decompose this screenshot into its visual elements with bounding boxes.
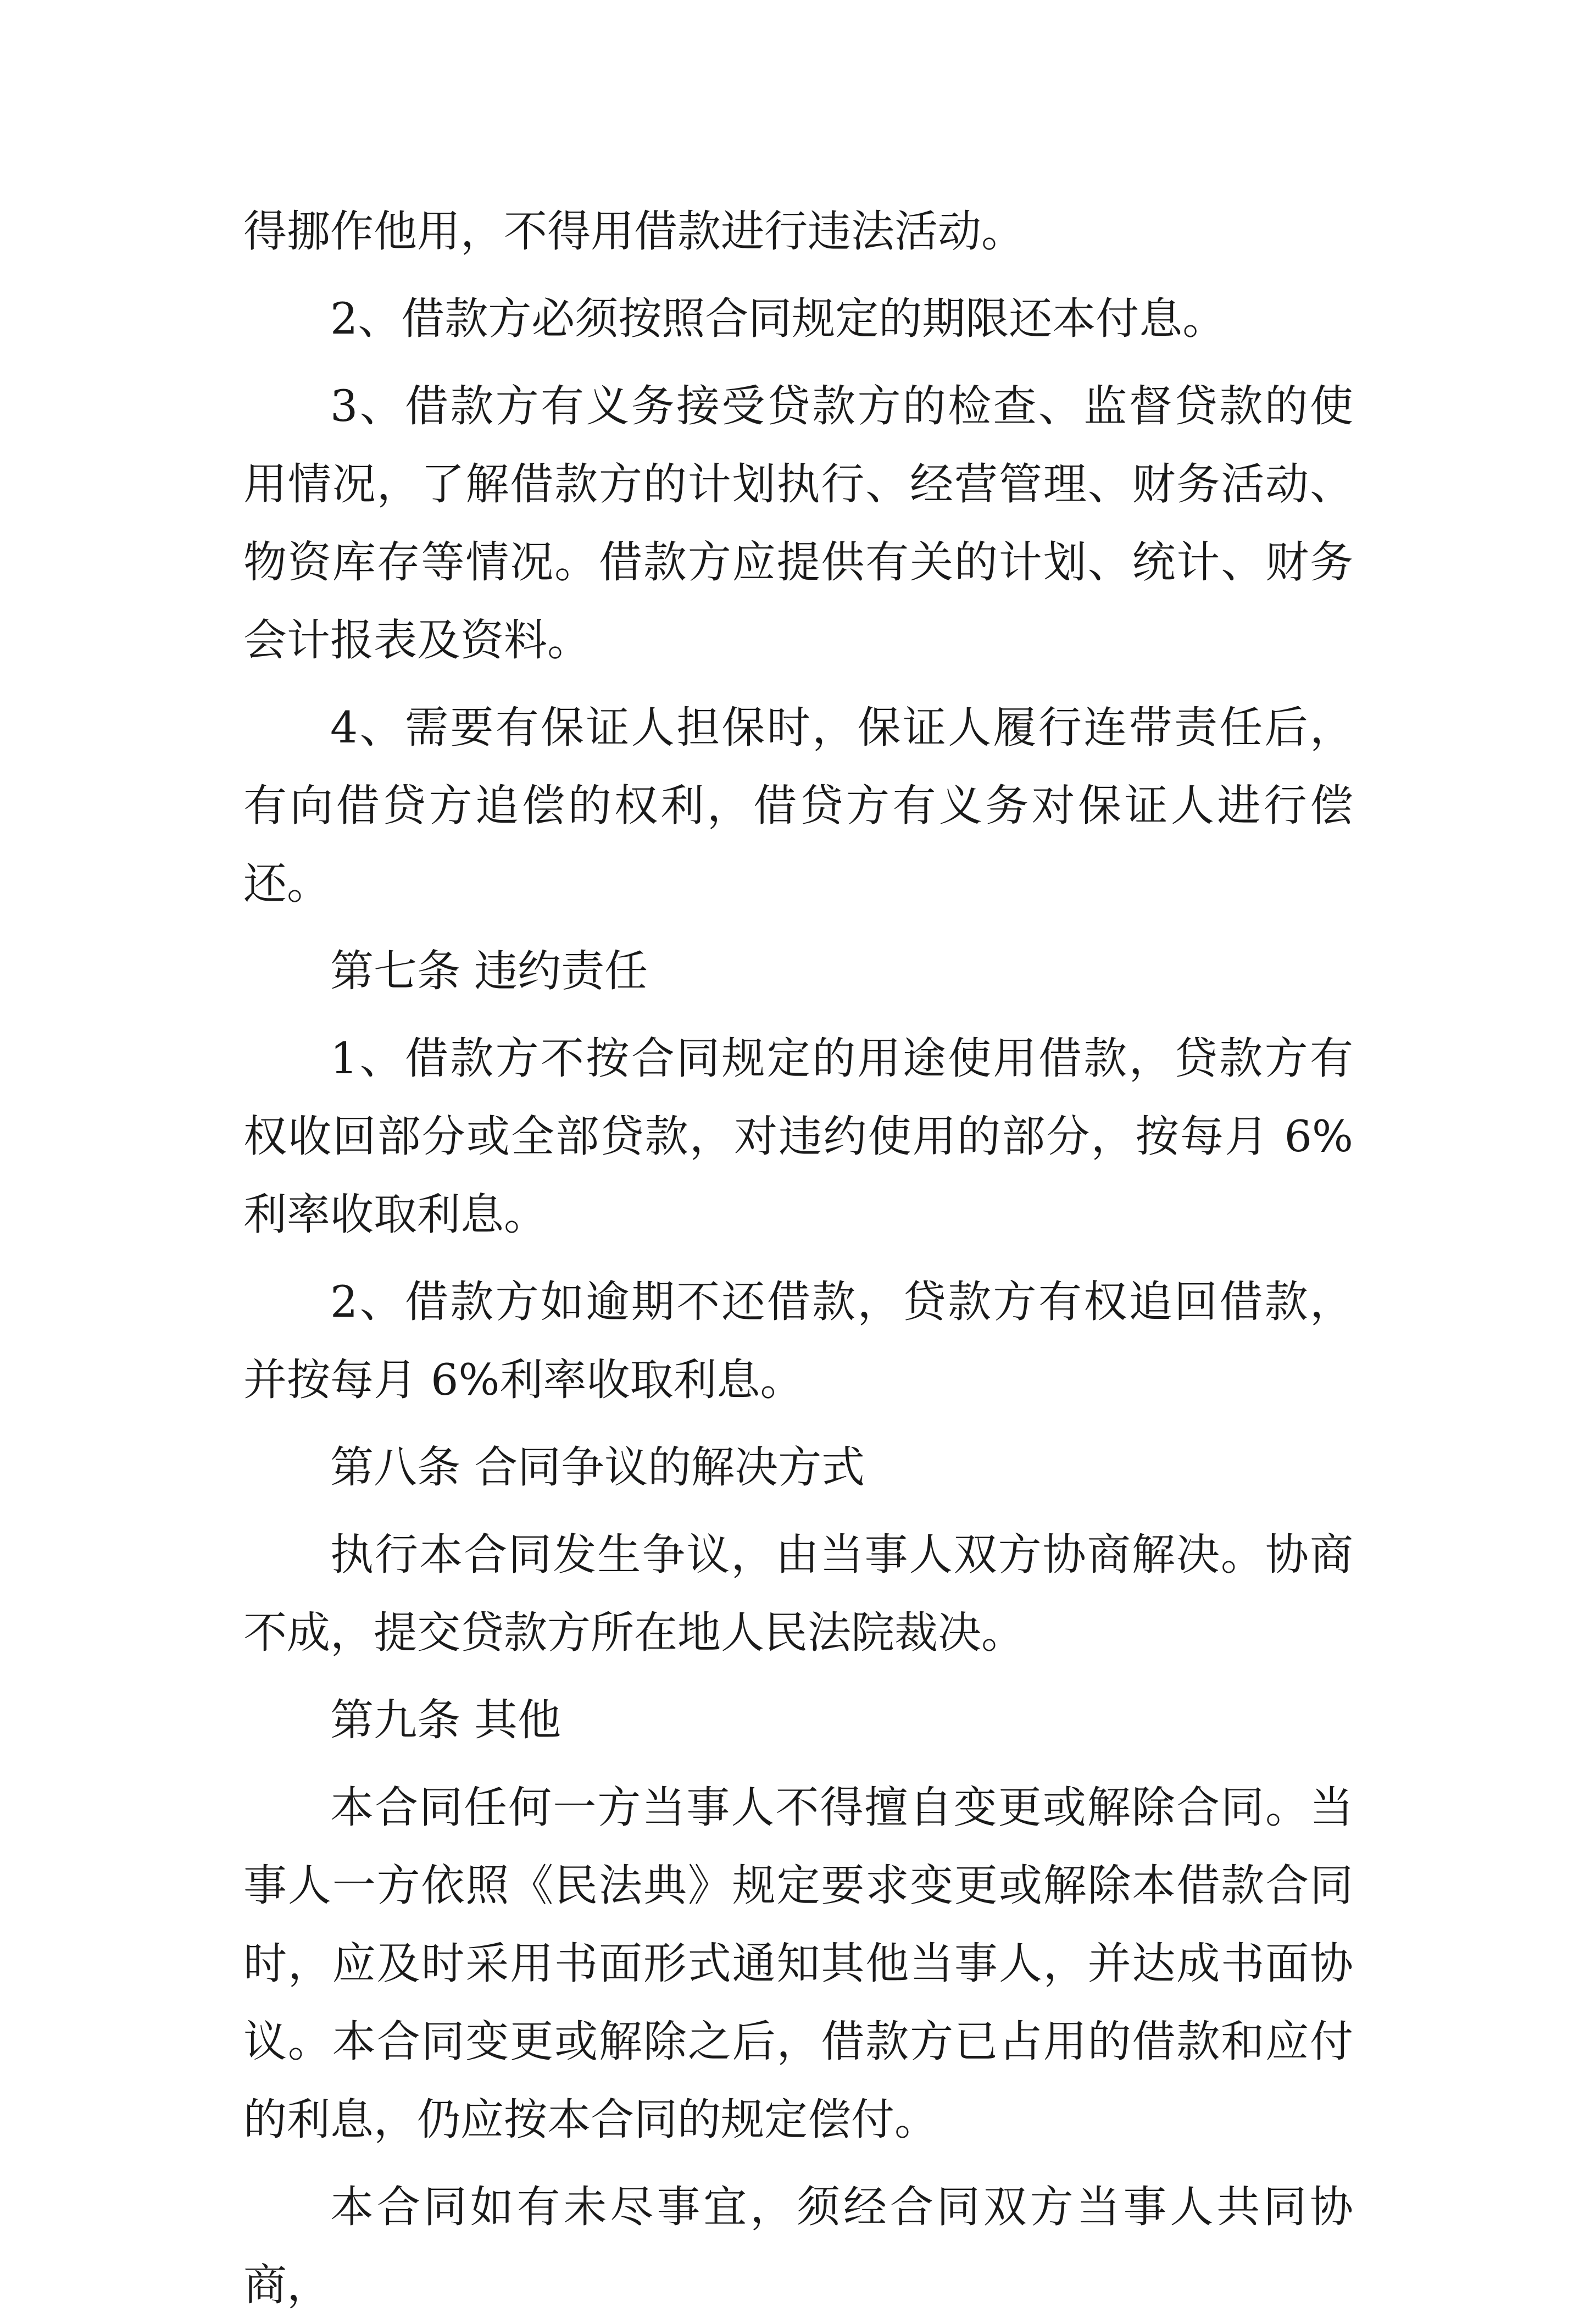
paragraph-breach-1: 1、借款方不按合同规定的用途使用借款，贷款方有权收回部分或全部贷款，对违约使用的部分，按每月 6%利率收取利息。 [243, 1033, 1353, 1240]
paragraph-clause-4: 4、需要有保证人担保时，保证人履行连带责任后，有向借贷方追偿的权利，借贷方有义务对保证人进行偿还。 [243, 702, 1353, 909]
article-7-heading: 第七条 违约责任 [330, 946, 648, 996]
paragraph-clause-3: 3、借款方有义务接受贷款方的检查、监督贷款的使用情况，了解借款方的计划执行、经营管理、财务活动、物资库存等情况。借款方应提供有关的计划、统计、财务会计报表及资料。 [243, 381, 1353, 665]
paragraph-other-2: 本合同如有未尽事宜，须经合同双方当事人共同协商， [243, 2182, 1353, 2310]
paragraph-breach-2: 2、借款方如逾期不还借款，贷款方有权追回借款，并按每月 6%利率收取利息。 [243, 1277, 1353, 1405]
paragraph-dispute: 执行本合同发生争议，由当事人双方协商解决。协商不成，提交贷款方所在地人民法院裁决。 [243, 1529, 1353, 1658]
document-body [243, 192, 1353, 2324]
paragraph-other-1: 本合同任何一方当事人不得擅自变更或解除合同。当事人一方依照《民法典》规定要求变更或解除本借款合同时，应及时采用书面形式通知其他当事人，并达成书面协议。本合同变更或解除之后，借款方已占用的借款和应付的利息，仍应按本合同的规定偿付。 [243, 1782, 1353, 2145]
paragraph-continuation: 得挪作他用，不得用借款进行违法活动。 [243, 206, 1025, 257]
article-9-heading: 第九条 其他 [330, 1695, 561, 1745]
article-8-heading: 第八条 合同争议的解决方式 [330, 1442, 865, 1493]
paragraph-clause-2: 2、借款方必须按照合同规定的期限还本付息。 [330, 293, 1226, 344]
